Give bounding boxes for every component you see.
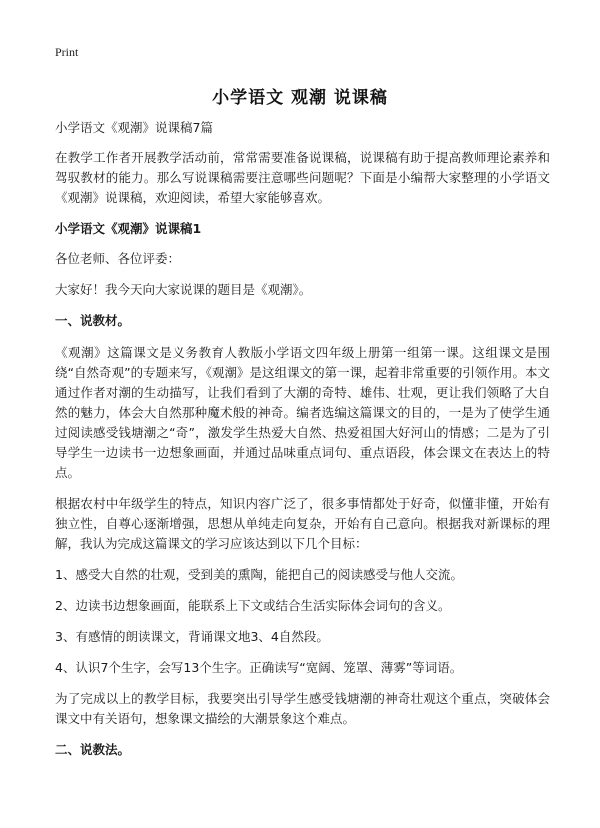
section-heading-materials: 一、说教材。 — [55, 313, 131, 328]
opening-sentence: 大家好！我今天向大家说课的题目是《观潮》。 — [55, 282, 312, 297]
document-subheading: 小学语文《观潮》说课稿1 — [55, 221, 202, 236]
goal-item: 4、认识7个生字，会写13个生字。正确读写“宽阔、笼罩、薄雾”等词语。 — [55, 660, 463, 675]
goal-item: 1、感受大自然的壮观，受到美的熏陶，能把自己的阅读感受与他人交流。 — [55, 567, 463, 582]
goal-item: 3、有感情的朗读课文，背诵课文地3、4自然段。 — [55, 629, 329, 644]
focus-paragraph: 为了完成以上的教学目标，我要突出引导学生感受钱塘潮的神奇壮观这个重点，突破体会课文中有关语句，想象课文描绘的大潮景象这个难点。 — [55, 691, 550, 726]
intro-line: 小学语文《观潮》说课稿7篇 — [55, 120, 213, 135]
materials-paragraph: 《观潮》这篇课文是义务教育人教版小学语文四年级上册第一组第一课。这组课文是围绕“自然奇观”的专题来写，《观潮》是这组课文的第一课，起着非常重要的引领作用。本文通过作者对潮的生动描写，让我们看到了大潮的奇特、雄伟、壮观，更让我们领略了大自然的魅力，体会大自然那种魔术般的神奇。编者选编这篇课文的目的，一是为了使学生通过阅读感受钱塘潮之“奇”，激发学生热爱大自然、热爱祖国大好河山的情感；二是为了引导学生一边读书一边想象画面，并通过品味重点词句、重点语段，体会课文在表达上的特点。 — [55, 345, 550, 480]
page-title: 小学语文 观潮 说课稿 — [212, 88, 388, 108]
intro-paragraph: 在教学工作者开展教学活动前，常常需要准备说课稿，说课稿有助于提高教师理论素养和驾驭教材的能力。那么写说课稿需要注意哪些问题呢？下面是小编帮大家整理的小学语文《观潮》说课稿，欢迎阅读，希望大家能够喜欢。 — [55, 150, 550, 205]
greeting: 各位老师、各位评委： — [55, 251, 181, 266]
document-body — [55, 118, 550, 772]
section-heading-methods: 二、说教法。 — [55, 742, 131, 757]
goal-item: 2、边读书边想象画面，能联系上下文或结合生活实际体会词句的含义。 — [55, 598, 451, 613]
students-paragraph: 根据农村中年级学生的特点，知识内容广泛了，很多事情都处于好奇，似懂非懂，开始有独立性，自尊心逐渐增强，思想从单纯走向复杂，开始有自己意向。根据我对新课标的理解，我认为完成这篇课文的学习应该达到以下几个目标： — [55, 496, 550, 551]
print-label: Print — [55, 45, 79, 59]
